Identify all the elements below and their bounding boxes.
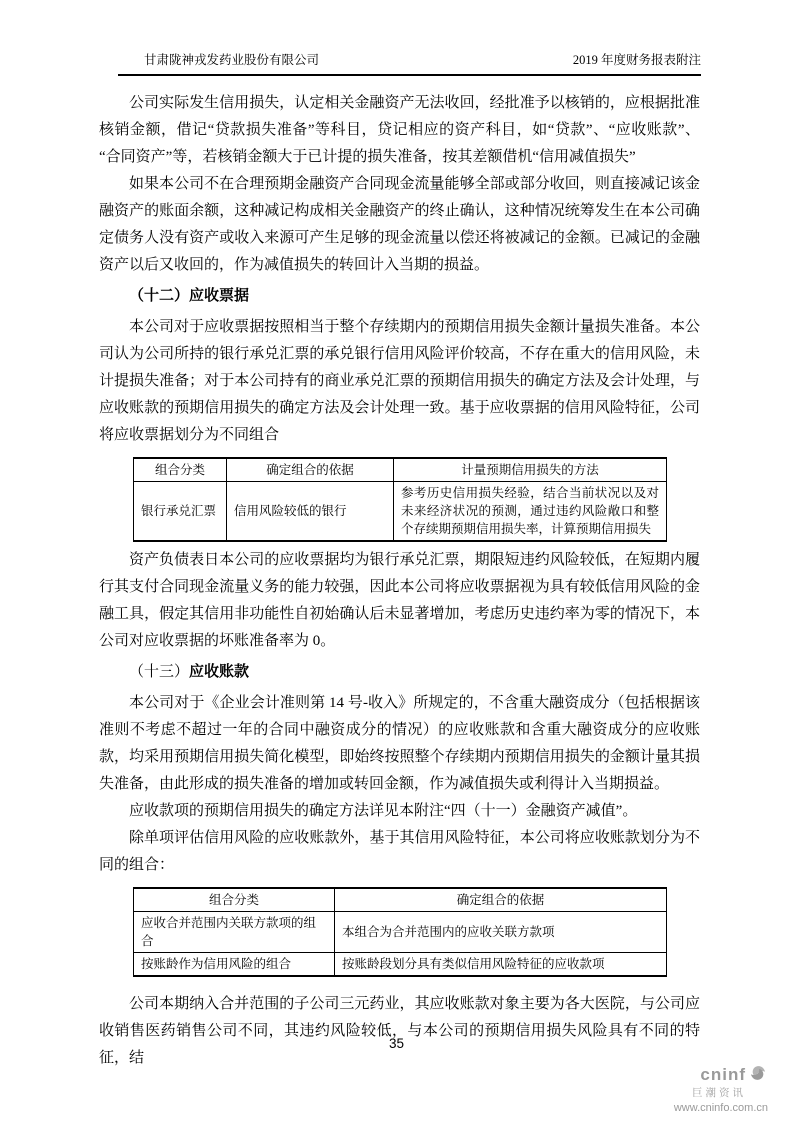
paragraph-accounts-receivable-policy: 本公司对于《企业会计准则第 14 号-收入》所规定的，不含重大融资成分（包括根据该准则不考虑不超过一年的合同中融资成分的情况）的应收账款和含重大融资成分的应收账款，均采用预期信用损失简化模型，即始终按照整个存续期内预期信用损失的金额计量其损失准备，由此形成的损失准备的增加或转回金额，作为减值损失或利得计入当期损益。 xyxy=(99,695,700,792)
table-header-row xyxy=(134,458,667,482)
paragraph-portfolio-intro: 除单项评估信用风险的应收账款外，基于其信用风险特征，本公司将应收账款划分为不同的组合： xyxy=(99,830,700,873)
paragraph-balance-sheet-date: 资产负债表日本公司的应收票据均为银行承兑汇票，期限短违约风险较低，在短期内履行其支付合同现金流量义务的能力较强，因此本公司将应收票据视为具有较低信用风险的金融工具，假定其信用非功能性自初始确认后未显著增加，考虑历史违约率为零的情况下，本公司对应收票据的坏账准备率为 0。 xyxy=(99,552,700,649)
cninfo-url: www.cninfo.com.cn xyxy=(673,1101,768,1114)
table-cell: 银行承兑汇票 xyxy=(134,482,227,542)
cninfo-watermark xyxy=(674,1063,768,1114)
paragraph-notes-receivable-policy: 本公司对于应收票据按照相当于整个存续期内的预期信用损失金额计量损失准备。本公司认为公司所持的银行承兑汇票的承兑银行信用风险评价较高，不存在重大的信用风险，未计提损失准备；对于本公司持有的商业承兑汇票的预期信用损失的确定方法及会计处理，与应收账款的预期信用损失的确定方法及会计处理一致。基于应收票据的信用风险特征，公司将应收票据划分为不同组合 xyxy=(99,319,700,443)
section-heading-13 xyxy=(99,659,700,686)
table-cell: 本组合为合并范围内的应收关联方款项 xyxy=(335,912,667,953)
table-header-row xyxy=(134,888,667,912)
paragraph-subsidiary-sanyuan: 公司本期纳入合并范围的子公司三元药业，其应收账款对象主要为各大医院，与公司应收销售医药销售公司不同，其违约风险较低，与本公司的预期信用损失风险具有不同的特征，结 xyxy=(99,996,700,1066)
section-title: 应收账款 xyxy=(189,664,250,680)
table-cell: 按账龄段划分具有类似信用风险特征的应收款项 xyxy=(335,953,667,977)
section-number: （十三） xyxy=(129,664,190,680)
column-header: 确定组合的依据 xyxy=(227,458,394,482)
running-header xyxy=(118,50,701,76)
column-header: 计量预期信用损失的方法 xyxy=(394,458,667,482)
paragraph-writeoff-policy: 公司实际发生信用损失，认定相关金融资产无法收回，经批准予以核销的，应根据批准核销金额，借记“贷款损失准备”等科目，贷记相应的资产科目，如“贷款”、“应收账款”、“合同资产”等，若核销金额大于已计提的损失准备，按其差额借机“信用减值损失” xyxy=(99,95,700,165)
table-row xyxy=(134,912,667,953)
table-cell: 信用风险较低的银行 xyxy=(227,482,394,542)
column-header: 确定组合的依据 xyxy=(335,888,667,912)
accounts-receivable-portfolio-table xyxy=(133,887,667,977)
document-body xyxy=(99,90,700,1072)
table-cell: 按账龄作为信用风险的组合 xyxy=(134,953,335,977)
section-number: （十二） xyxy=(129,288,190,304)
cninfo-logo-icon xyxy=(748,1063,768,1088)
paragraph-ecl-reference: 应收款项的预期信用损失的确定方法详见本附注“四（十一）金融资产减值”。 xyxy=(129,803,638,819)
column-header: 组合分类 xyxy=(134,458,227,482)
section-heading-12 xyxy=(99,283,700,310)
table-row xyxy=(134,953,667,977)
table-cell: 应收合并范围内关联方款项的组合 xyxy=(134,912,335,953)
paragraph-direct-writedown: 如果本公司不在合理预期金融资产合同现金流量能够全部或部分收回，则直接减记该金融资产的账面余额，这种减记构成相关金融资产的终止确认，这种情况统筹发生在本公司确定债务人没有资产或收入来源可产生足够的现金流量以偿还将被减记的金额。已减记的金融资产以后又收回的，作为减值损失的转回计入当期的损益。 xyxy=(99,176,700,273)
report-title: 2019 年度财务报表附注 xyxy=(572,53,701,67)
table-cell: 参考历史信用损失经验，结合当前状况以及对未来经济状况的预测，通过违约风险敞口和整个存续期预期信用损失率，计算预期信用损失 xyxy=(394,482,667,542)
column-header: 组合分类 xyxy=(134,888,335,912)
company-name: 甘肃陇神戎发药业股份有限公司 xyxy=(144,53,320,67)
page-number: 35 xyxy=(388,1036,405,1051)
cninfo-brand-text: cninf xyxy=(700,1064,746,1084)
section-title: 应收票据 xyxy=(189,288,250,304)
notes-receivable-portfolio-table xyxy=(133,457,667,542)
table-row xyxy=(134,482,667,542)
cninfo-brand-chinese: 巨潮资讯 xyxy=(692,1087,746,1100)
